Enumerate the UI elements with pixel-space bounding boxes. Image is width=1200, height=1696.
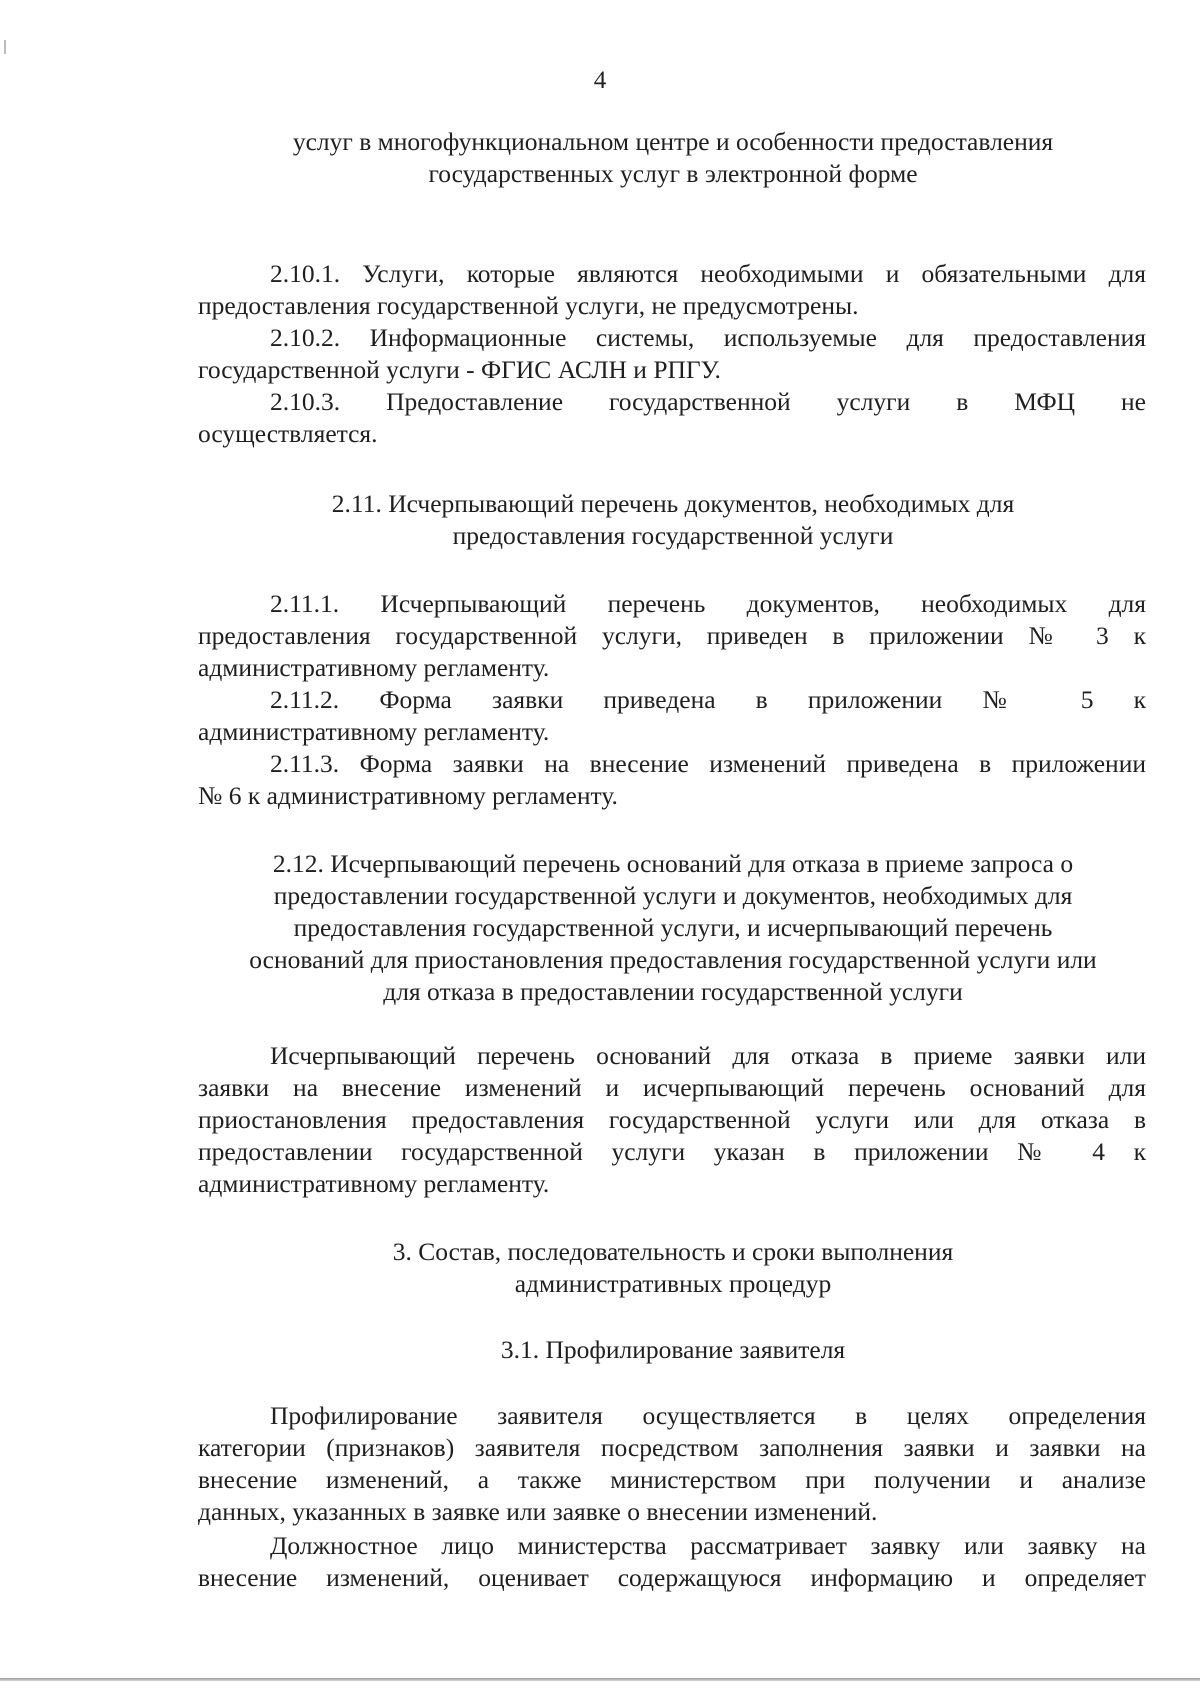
text-line: осуществляется. bbox=[198, 419, 378, 448]
page-number: 4 bbox=[593, 67, 607, 94]
heading-line: оснований для приостановления предоставления государственной услуги или bbox=[249, 945, 1097, 974]
heading-line: 2.11. Исчерпывающий перечень документов, необходимых для bbox=[331, 489, 1015, 518]
paragraph-2-11-3 bbox=[198, 748, 1146, 812]
text-line: предоставлении государственной услуги указан в приложении № 4 к bbox=[198, 1137, 1146, 1166]
paragraph-3-1-a bbox=[198, 1400, 1146, 1528]
heading-line: предоставления государственной услуги bbox=[452, 521, 894, 550]
text-line: категории (признаков) заявителя посредством заполнения заявки и заявки на bbox=[198, 1433, 1146, 1462]
heading-line: 3. Состав, последовательность и сроки выполнения bbox=[392, 1237, 954, 1266]
heading-line: административных процедур bbox=[514, 1269, 832, 1298]
heading-line: предоставлении государственной услуги и документов, необходимых для bbox=[273, 881, 1073, 910]
heading-line: 3.1. Профилирование заявителя bbox=[500, 1335, 846, 1364]
heading-line: услуг в многофункциональном центре и особенности предоставления bbox=[292, 127, 1054, 156]
heading-line: государственных услуг в электронной форме bbox=[428, 159, 918, 188]
text-line: 2.11.1. Исчерпывающий перечень документов, необходимых для bbox=[270, 589, 1146, 618]
paragraph-2-11-1 bbox=[198, 588, 1146, 684]
heading-line: для отказа в предоставлении государственной услуги bbox=[383, 977, 963, 1006]
paragraph-2-10-1 bbox=[198, 258, 1146, 322]
text-line: предоставления государственной услуги, не предусмотрены. bbox=[198, 291, 859, 320]
text-line: приостановления предоставления государственной услуги или для отказа в bbox=[198, 1105, 1146, 1134]
text-line: административному регламенту. bbox=[198, 717, 550, 746]
text-line: № 6 к административному регламенту. bbox=[198, 781, 618, 810]
section-heading-3-1 bbox=[190, 1334, 1156, 1366]
heading-line: предоставления государственной услуги, и исчерпывающий перечень bbox=[293, 913, 1053, 942]
paragraph-2-12 bbox=[198, 1040, 1146, 1200]
paragraph-3-1-b bbox=[198, 1530, 1146, 1594]
text-line: 2.10.2. Информационные системы, используемые для предоставления bbox=[270, 323, 1146, 352]
heading-line: 2.12. Исчерпывающий перечень оснований для отказа в приеме запроса о bbox=[272, 849, 1074, 878]
text-line: государственной услуги - ФГИС АСЛН и РПГУ. bbox=[198, 355, 721, 384]
text-line: Профилирование заявителя осуществляется в целях определения bbox=[270, 1401, 1146, 1430]
section-heading-2-12 bbox=[190, 848, 1156, 1008]
text-line: Должностное лицо министерства рассматривает заявку или заявку на bbox=[270, 1531, 1146, 1560]
section-heading-2-11 bbox=[190, 488, 1156, 552]
section-heading-3 bbox=[190, 1236, 1156, 1300]
text-line: данных, указанных в заявке или заявке о внесении изменений. bbox=[198, 1497, 878, 1526]
text-line: внесение изменений, оценивает содержащуюся информацию и определяет bbox=[198, 1563, 1146, 1592]
paragraph-2-11-2 bbox=[198, 684, 1146, 748]
text-line: Исчерпывающий перечень оснований для отказа в приеме заявки или bbox=[270, 1041, 1146, 1070]
paragraph-2-10-2 bbox=[198, 322, 1146, 386]
text-line: 2.11.3. Форма заявки на внесение изменений приведена в приложении bbox=[270, 749, 1146, 778]
section-heading-mfc bbox=[190, 126, 1156, 190]
scan-bottom-edge bbox=[0, 1678, 1200, 1681]
text-line: административному регламенту. bbox=[198, 1169, 550, 1198]
text-line: внесение изменений, а также министерством при получении и анализе bbox=[198, 1465, 1146, 1494]
scan-edge-mark bbox=[4, 40, 6, 54]
text-line: 2.10.1. Услуги, которые являются необходимыми и обязательными для bbox=[270, 259, 1146, 288]
paragraph-2-10-3 bbox=[198, 386, 1146, 450]
text-line: административному регламенту. bbox=[198, 653, 550, 682]
text-line: заявки на внесение изменений и исчерпывающий перечень оснований для bbox=[198, 1073, 1146, 1102]
text-line: 2.10.3. Предоставление государственной услуги в МФЦ не bbox=[270, 387, 1146, 416]
text-line: 2.11.2. Форма заявки приведена в приложении № 5 к bbox=[270, 685, 1146, 714]
text-line: предоставления государственной услуги, приведен в приложении № 3 к bbox=[198, 621, 1146, 650]
